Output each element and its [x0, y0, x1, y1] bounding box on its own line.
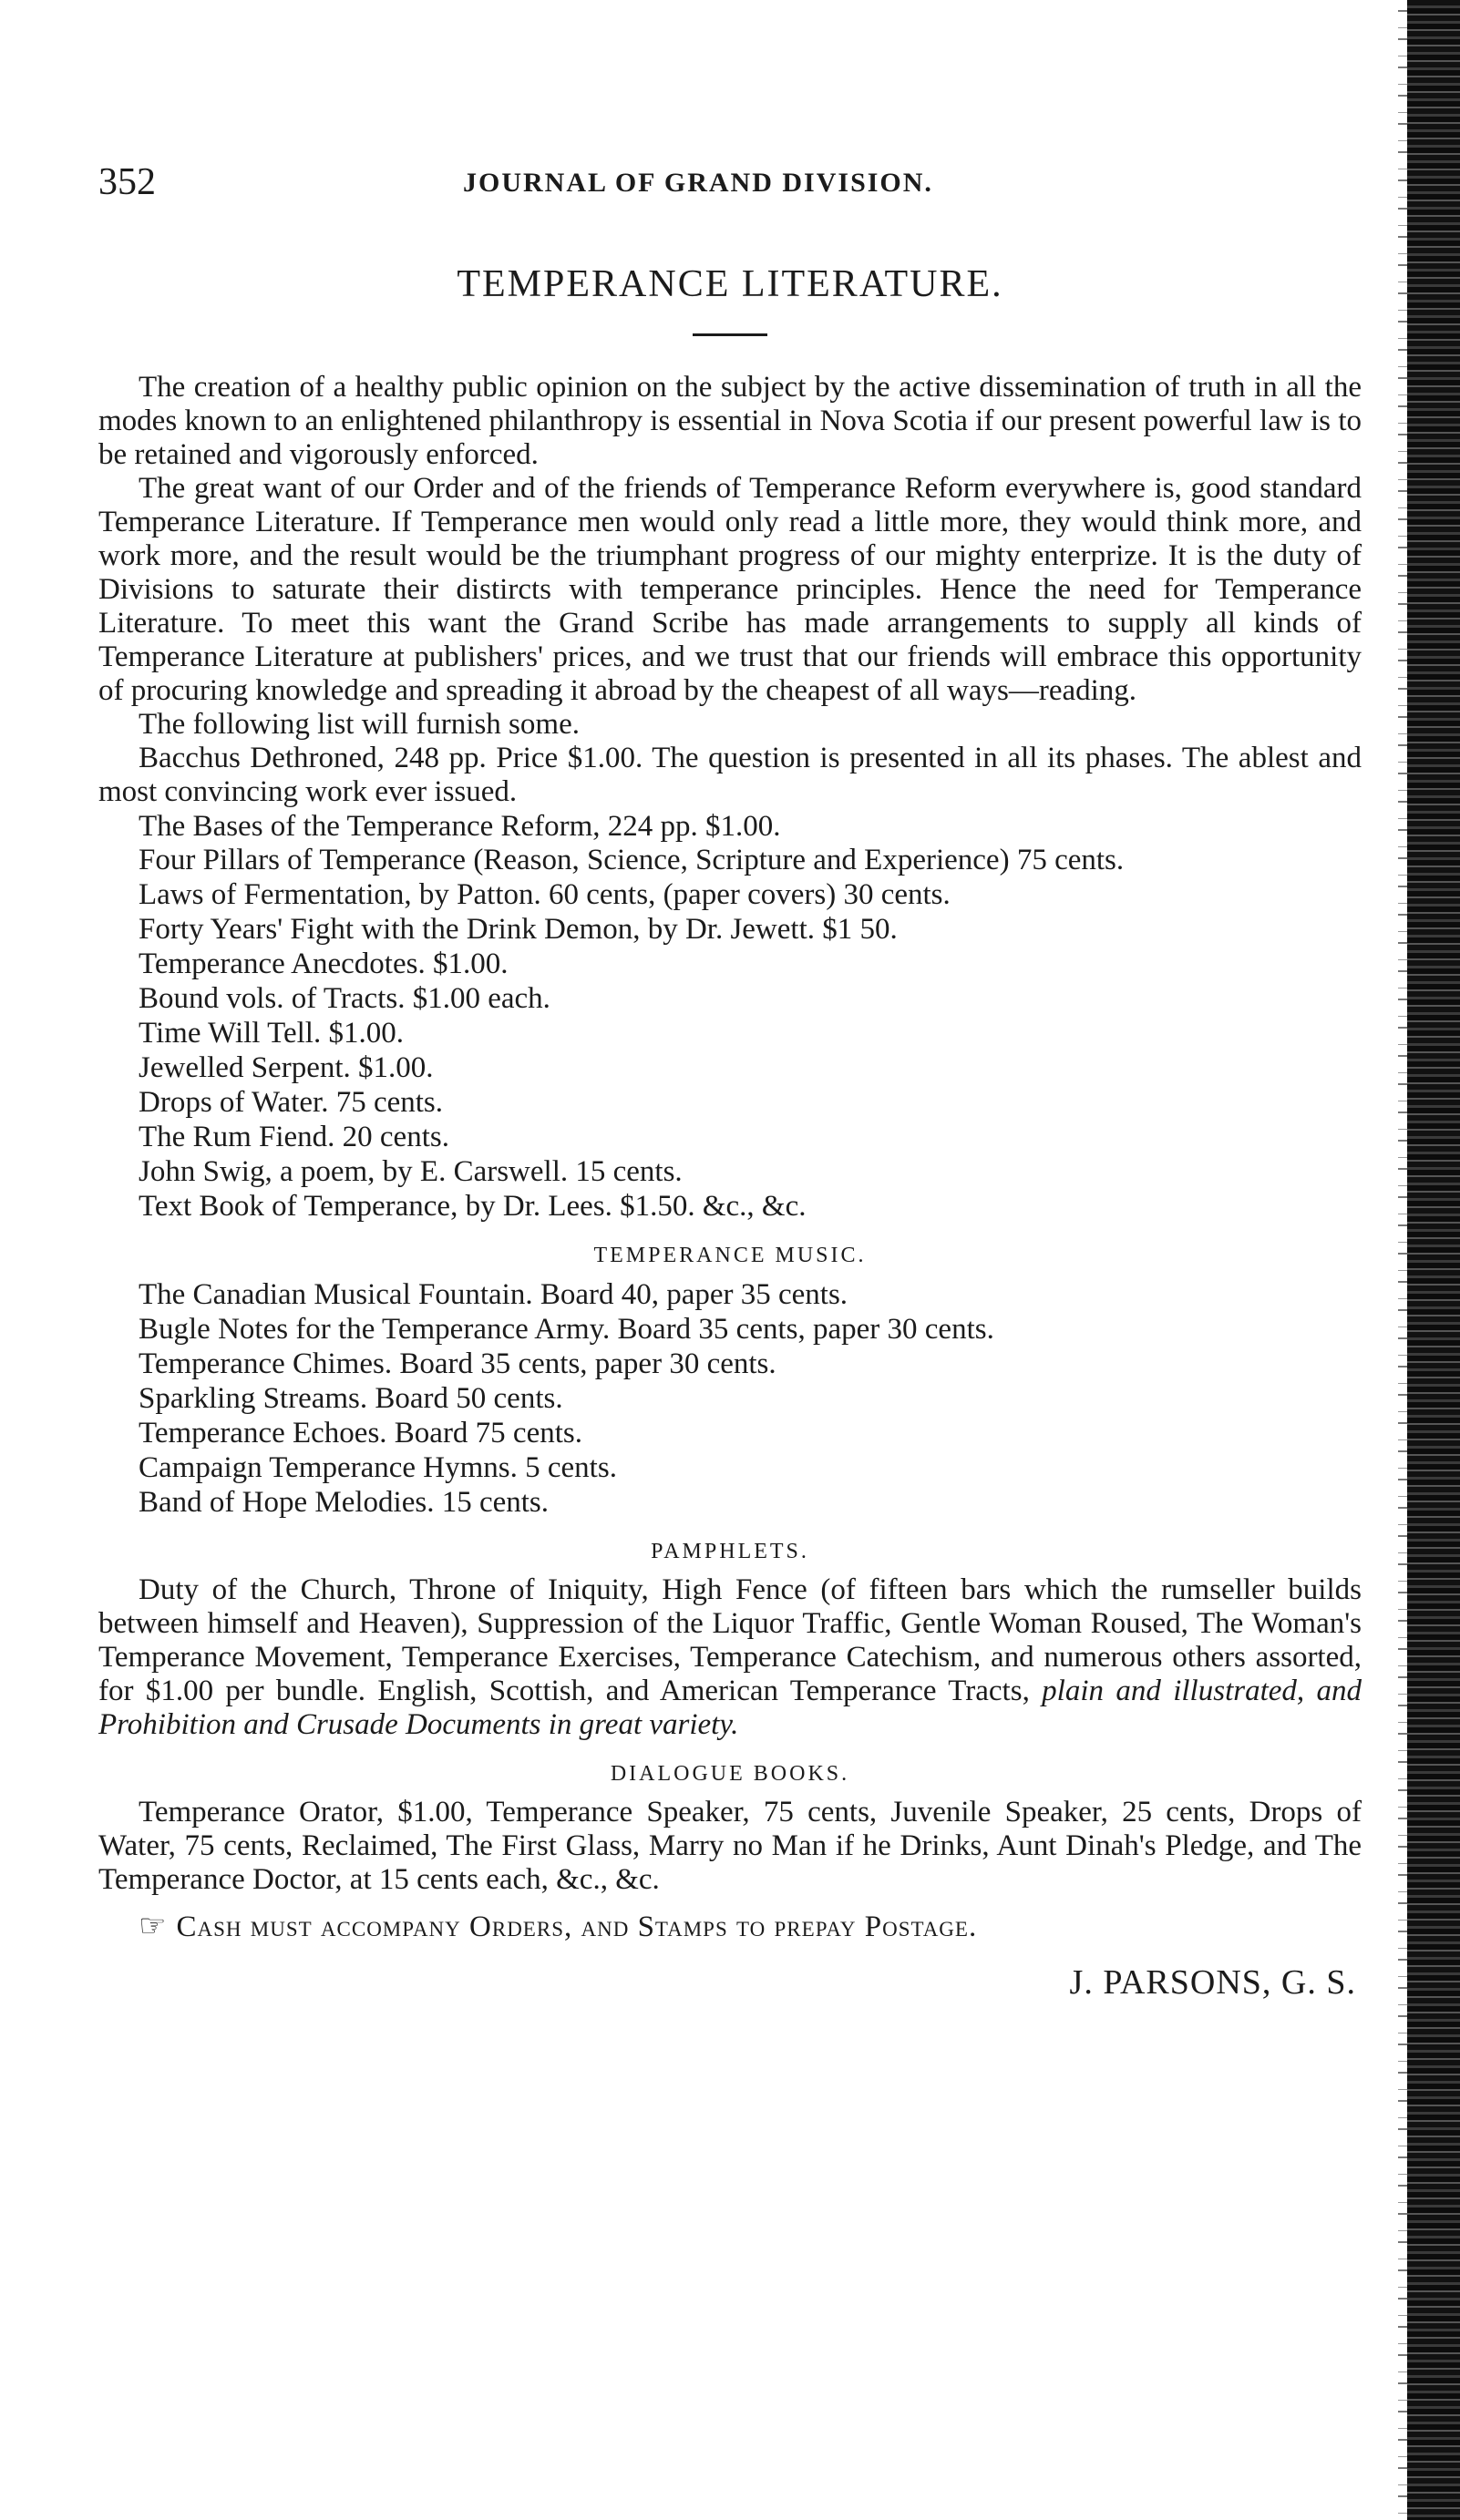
- book-list: [98, 742, 1362, 1224]
- list-intro: The following list will furnish some.: [139, 708, 580, 741]
- list-item: Temperance Anecdotes. $1.00.: [139, 948, 509, 980]
- journal-title: JOURNAL OF GRAND DIVISION.: [463, 168, 933, 198]
- body-paragraph: The great want of our Order and of the friends of Temperance Reform everywhere is, good standard Temperance Literature. If Temperance men would only read a little more, they would think more, and work more, and the result would be the triumphant progress of our mighty enterprize. It is the duty of Divisions to saturate their distircts with temperance principles. Hence the need for Temperance Literature. To meet this want the Grand Scribe has made arrangements to supply all kinds of Temperance Literature at publishers' prices, and we trust that our friends will embrace this opportunity of procuring knowledge and spreading it abroad by the cheapest of all ways—reading.: [98, 472, 1362, 707]
- list-item: Laws of Fermentation, by Patton. 60 cents, (paper covers) 30 cents.: [139, 878, 951, 911]
- list-item: Campaign Temperance Hymns. 5 cents.: [139, 1451, 617, 1484]
- running-head: [98, 160, 1362, 215]
- dialogue-heading: DIALOGUE BOOKS.: [610, 1762, 850, 1786]
- list-item: Four Pillars of Temperance (Reason, Science, Scripture and Experience) 75 cents.: [139, 844, 1125, 876]
- pamphlets-text: Duty of the Church, Throne of Iniquity, High Fence (of fifteen bars which the rumseller builds between himself and Heaven), Suppression of the Liquor Traffic, Gentle Woman Roused, The Woman's Temperance Movement, Temperance Exercises, Temperance Catechism, and numerous others assorted, for $1.00 per bundle. English, Scottish, and American Temperance Tracts,: [98, 1573, 1362, 1707]
- list-item: Time Will Tell. $1.00.: [139, 1017, 404, 1050]
- page-number: 352: [98, 161, 156, 203]
- notice-text: Cash must accompany Orders, and Stamps to prepay Postage.: [176, 1910, 978, 1943]
- list-item: Bugle Notes for the Temperance Army. Board 35 cents, paper 30 cents.: [139, 1313, 994, 1346]
- page-edge-shadow: [1398, 0, 1407, 2520]
- payment-notice: [98, 1910, 1362, 1944]
- list-item: Bacchus Dethroned, 248 pp. Price $1.00. The question is presented in all its phases. The ablest and most convincing work ever issued.: [98, 742, 1362, 808]
- music-list: [98, 1277, 1362, 1520]
- list-item: Text Book of Temperance, by Dr. Lees. $1.50. &c., &c.: [139, 1190, 807, 1223]
- dialogue-paragraph: Temperance Orator, $1.00, Temperance Speaker, 75 cents, Juvenile Speaker, 25 cents, Drops of Water, 75 cents, Reclaimed, The First Glass, Marry no Man if he Drinks, Aunt Dinah's Pledge, and The Temperance Doctor, at 15 cents each, &c., &c.: [98, 1796, 1362, 1896]
- pamphlets-heading: PAMPHLETS.: [651, 1540, 809, 1563]
- page-content: [98, 160, 1362, 2003]
- pointing-hand-icon: ☞: [139, 1910, 168, 1943]
- music-heading: TEMPERANCE MUSIC.: [593, 1244, 867, 1267]
- page-edge-binding: [1407, 0, 1460, 2520]
- list-item: The Bases of the Temperance Reform, 224 pp. $1.00.: [139, 810, 781, 843]
- list-item: The Canadian Musical Fountain. Board 40, paper 35 cents.: [139, 1278, 848, 1311]
- article-title: TEMPERANCE LITERATURE.: [457, 263, 1003, 305]
- list-item: John Swig, a poem, by E. Carswell. 15 cents.: [139, 1155, 683, 1188]
- intro-paragraph: The creation of a healthy public opinion on the subject by the active dissemination of truth in all the modes known to an enlightened philanthropy is essential in Nova Scotia if our present powerful law is to be retained and vigorously enforced.: [98, 371, 1362, 471]
- list-item: Band of Hope Melodies. 15 cents.: [139, 1486, 549, 1519]
- list-item: Forty Years' Fight with the Drink Demon, by Dr. Jewett. $1 50.: [139, 913, 898, 946]
- list-item: The Rum Fiend. 20 cents.: [139, 1121, 449, 1153]
- list-item: Temperance Chimes. Board 35 cents, paper 30 cents.: [139, 1347, 776, 1380]
- list-item: Drops of Water. 75 cents.: [139, 1086, 443, 1119]
- list-item: Bound vols. of Tracts. $1.00 each.: [139, 982, 550, 1015]
- signature: J. PARSONS, G. S.: [1069, 1963, 1356, 2002]
- list-item: Sparkling Streams. Board 50 cents.: [139, 1382, 563, 1415]
- list-item: Temperance Echoes. Board 75 cents.: [139, 1417, 582, 1450]
- title-rule: [693, 333, 767, 336]
- pamphlets-text-italic: plain and illustrated, and Prohibition and Crusade Documents in great variety.: [98, 1675, 1362, 1741]
- list-item: Jewelled Serpent. $1.00.: [139, 1051, 434, 1084]
- pamphlets-paragraph: [98, 1573, 1362, 1742]
